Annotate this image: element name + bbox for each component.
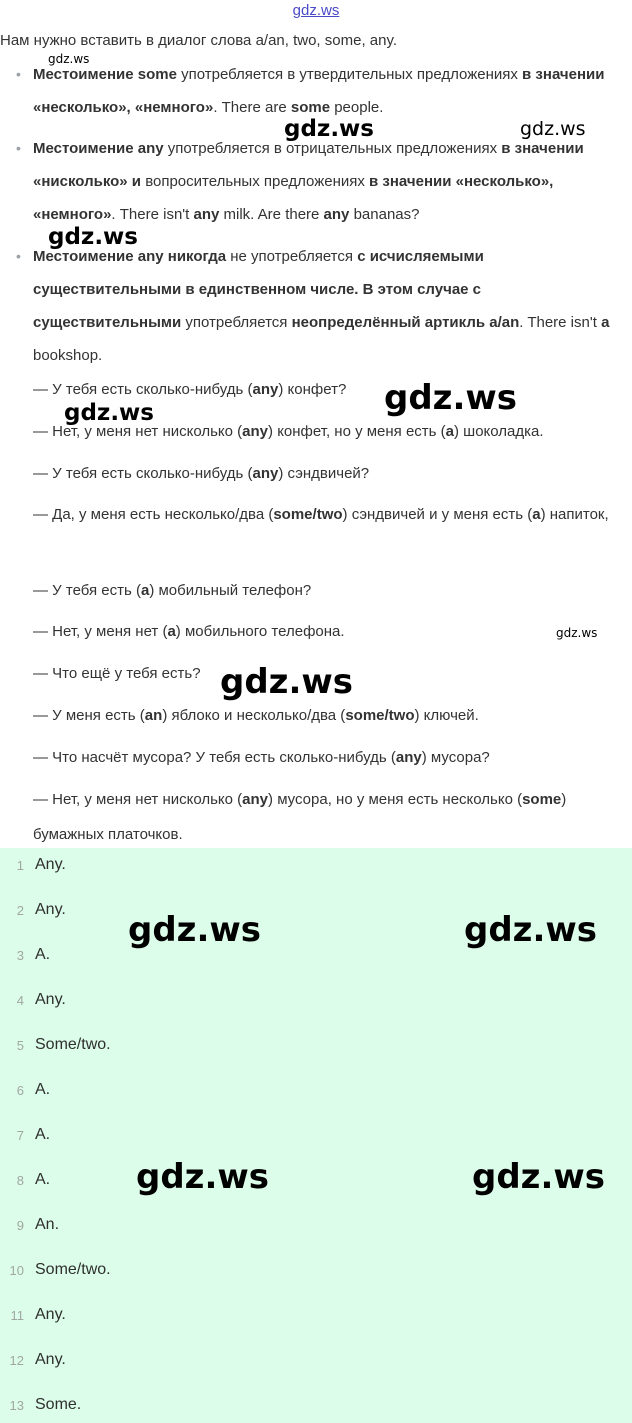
- text-run: ) конфет?: [278, 381, 347, 398]
- answer-text: An.: [35, 1216, 60, 1233]
- watermark: gdz.ws: [464, 910, 598, 950]
- emphasis-text: в значении «несколько», «немного»: [33, 66, 605, 116]
- answer-text: A.: [35, 1081, 51, 1098]
- emphasis-text: в значении «нисколько» и: [33, 140, 584, 190]
- watermark: gdz.ws: [136, 1157, 270, 1197]
- emphasis-text: Местоимение any: [33, 140, 164, 157]
- dialogue-line: [33, 456, 628, 491]
- dialogue-line: [33, 698, 628, 733]
- answer-number: 3: [16, 948, 24, 963]
- answer-text: Any.: [35, 991, 66, 1008]
- dialogue-line: [33, 782, 628, 852]
- emphasis-text: some: [522, 791, 562, 808]
- answer-number: 12: [9, 1353, 24, 1368]
- dialogue-line: [33, 497, 628, 532]
- answer-number: 13: [9, 1398, 24, 1413]
- text-run: — У тебя есть сколько-нибудь (: [33, 465, 253, 482]
- text-run: ) ключей.: [414, 707, 479, 724]
- rule-some: [16, 58, 625, 124]
- emphasis-text: any: [395, 749, 422, 766]
- emphasis-text: some/two: [345, 707, 415, 724]
- answer-number: 2: [16, 903, 24, 918]
- rule-any: [16, 132, 625, 231]
- text-run: — У тебя есть (: [33, 582, 141, 599]
- text-run: — Да, у меня есть несколько/два (: [33, 506, 274, 523]
- emphasis-text: a: [601, 314, 610, 331]
- text-run: ) шоколадка.: [454, 423, 544, 440]
- dialogue-line: [33, 740, 628, 775]
- text-run: ) мусора, но у меня есть несколько (: [268, 791, 523, 808]
- answer-text: Some/two.: [35, 1261, 111, 1278]
- text-run: употребляется: [181, 314, 292, 331]
- bullet-icon: •: [16, 248, 21, 264]
- answer-text: A.: [35, 1126, 51, 1143]
- watermark: gdz.ws: [64, 400, 154, 426]
- text-run: . There are: [213, 99, 291, 116]
- emphasis-text: any: [252, 465, 279, 482]
- answer-number: 4: [16, 993, 24, 1008]
- text-run: bananas?: [349, 206, 420, 223]
- emphasis-text: a: [167, 623, 176, 640]
- text-run: ) мобильный телефон?: [149, 582, 312, 599]
- emphasis-text: any: [323, 206, 350, 223]
- text-run: ) мобильного телефона.: [175, 623, 345, 640]
- watermark: gdz.ws: [48, 224, 138, 250]
- text-run: — Что насчёт мусора? У тебя есть сколько-нибудь (: [33, 749, 396, 766]
- watermark: gdz.ws: [472, 1157, 606, 1197]
- bullet-icon: •: [16, 66, 21, 82]
- text-run: . There isn't: [519, 314, 602, 331]
- text-run: bookshop.: [33, 347, 103, 364]
- answer-number: 1: [16, 858, 24, 873]
- emphasis-text: Местоимение any никогда: [33, 248, 227, 265]
- emphasis-text: a: [140, 582, 150, 599]
- answer-text: Any.: [35, 856, 66, 873]
- emphasis-text: с исчисляемыми существительными в единственном числе. В этом случае с существительными: [33, 248, 484, 331]
- text-run: — У меня есть (: [33, 707, 145, 724]
- watermark: gdz.ws: [128, 910, 262, 950]
- emphasis-text: a: [445, 423, 455, 440]
- rule-text: [33, 66, 604, 116]
- emphasis-text: any: [193, 206, 220, 223]
- emphasis-text: a: [532, 506, 541, 523]
- emphasis-text: Местоимение some: [33, 66, 177, 83]
- watermark: gdz.ws: [220, 662, 354, 702]
- text-run: вопросительных предложениях: [141, 173, 370, 190]
- intro-text: Нам нужно вставить в диалог слова a/an, two, some, any.: [0, 32, 398, 49]
- text-run: — Нет, у меня нет нисколько (: [33, 791, 243, 808]
- answer-number: 11: [10, 1308, 24, 1323]
- text-run: — У тебя есть сколько-нибудь (: [33, 381, 253, 398]
- rule-text: [33, 248, 609, 364]
- emphasis-text: any: [252, 381, 279, 398]
- answer-text: A.: [35, 946, 51, 963]
- answer-number: 6: [16, 1083, 24, 1098]
- dialogue-line: [33, 573, 628, 608]
- watermark: gdz.ws: [284, 116, 374, 142]
- answer-text: Any.: [35, 1351, 66, 1368]
- watermark: gdz.ws: [520, 118, 586, 140]
- answer-text: Any.: [35, 901, 66, 918]
- answer-number: 5: [16, 1038, 24, 1053]
- rule-any-never: [16, 240, 625, 372]
- text-run: . There isn't: [111, 206, 194, 223]
- text-run: ) напиток,: [540, 506, 609, 523]
- watermark: gdz.ws: [556, 626, 598, 640]
- answer-text: A.: [35, 1171, 51, 1188]
- answer-number: 10: [9, 1263, 24, 1278]
- emphasis-text: some: [290, 99, 331, 116]
- answer-number: 8: [16, 1173, 24, 1188]
- rule-text: [33, 140, 584, 223]
- text-run: употребляется в отрицательных предложениях: [163, 140, 502, 157]
- emphasis-text: в значении «несколько», «немного»: [33, 173, 554, 223]
- text-run: ) сэндвичей и у меня есть (: [342, 506, 533, 523]
- text-run: milk. Are there: [219, 206, 324, 223]
- answer-number: 7: [16, 1128, 24, 1143]
- text-run: — Нет, у меня нет (: [33, 623, 168, 640]
- answer-text: Some.: [35, 1396, 82, 1413]
- text-run: ) конфет, но у меня есть (: [268, 423, 446, 440]
- answer-text: Any.: [35, 1306, 66, 1323]
- text-run: — Что ещё у тебя есть?: [33, 665, 201, 682]
- answer-text: Some/two.: [35, 1036, 111, 1053]
- dialogue-line: [33, 614, 628, 649]
- answer-number: 9: [16, 1218, 24, 1233]
- text-run: употребляется в утвердительных предложениях: [176, 66, 523, 83]
- text-run: ) сэндвичей?: [278, 465, 370, 482]
- text-run: — Нет, у меня нет нисколько (: [33, 423, 243, 440]
- text-run: не употребляется: [226, 248, 358, 265]
- emphasis-text: any: [242, 423, 269, 440]
- bullet-icon: •: [16, 140, 21, 156]
- emphasis-text: some/two: [273, 506, 343, 523]
- text-run: ) бумажных платочков.: [33, 791, 567, 843]
- site-link[interactable]: gdz.ws: [292, 2, 340, 19]
- watermark: gdz.ws: [384, 378, 518, 418]
- text-run: ) яблоко и несколько/два (: [162, 707, 346, 724]
- watermark: gdz.ws: [48, 52, 90, 66]
- emphasis-text: any: [242, 791, 269, 808]
- text-run: ) мусора?: [421, 749, 490, 766]
- emphasis-text: неопределённый артикль a/an: [291, 314, 520, 331]
- emphasis-text: an: [144, 707, 163, 724]
- text-run: people.: [330, 99, 384, 116]
